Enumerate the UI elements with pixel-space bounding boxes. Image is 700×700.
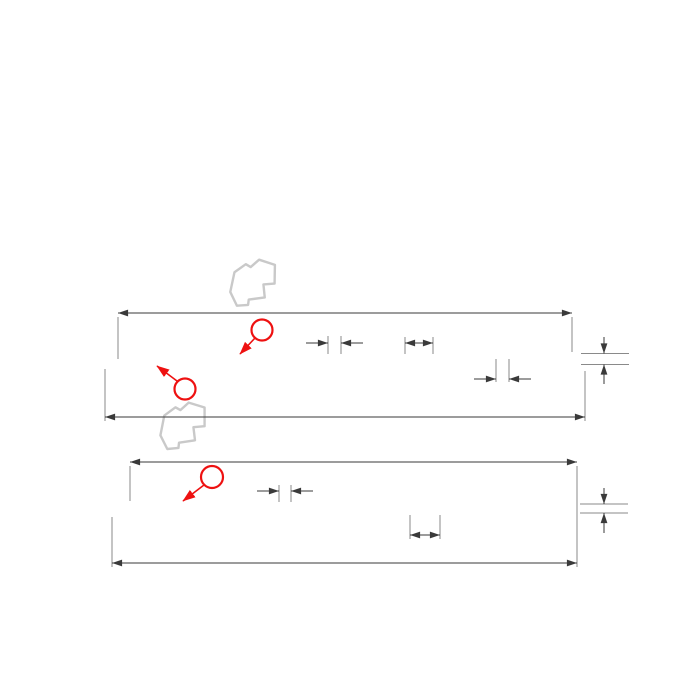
side-a-marker [157,366,196,400]
dim-rib-width [257,485,313,502]
dim-groove-width [410,515,440,539]
profile-cross-section-top [105,313,629,421]
dim-rib-width-bottom [474,359,531,382]
profile-cross-section-bottom [112,462,628,567]
dim-overall-width-bottom [112,517,577,567]
side-r-marker [183,466,223,501]
dim-profile-height-top [581,337,629,384]
dim-profile-height-bottom [580,488,628,533]
dim-length-formula-top [118,313,572,359]
dim-groove-width-top [405,337,433,354]
side-b-marker [240,320,273,355]
dim-rib-width-top [306,336,363,354]
dim-length-formula-bottom [130,462,577,567]
